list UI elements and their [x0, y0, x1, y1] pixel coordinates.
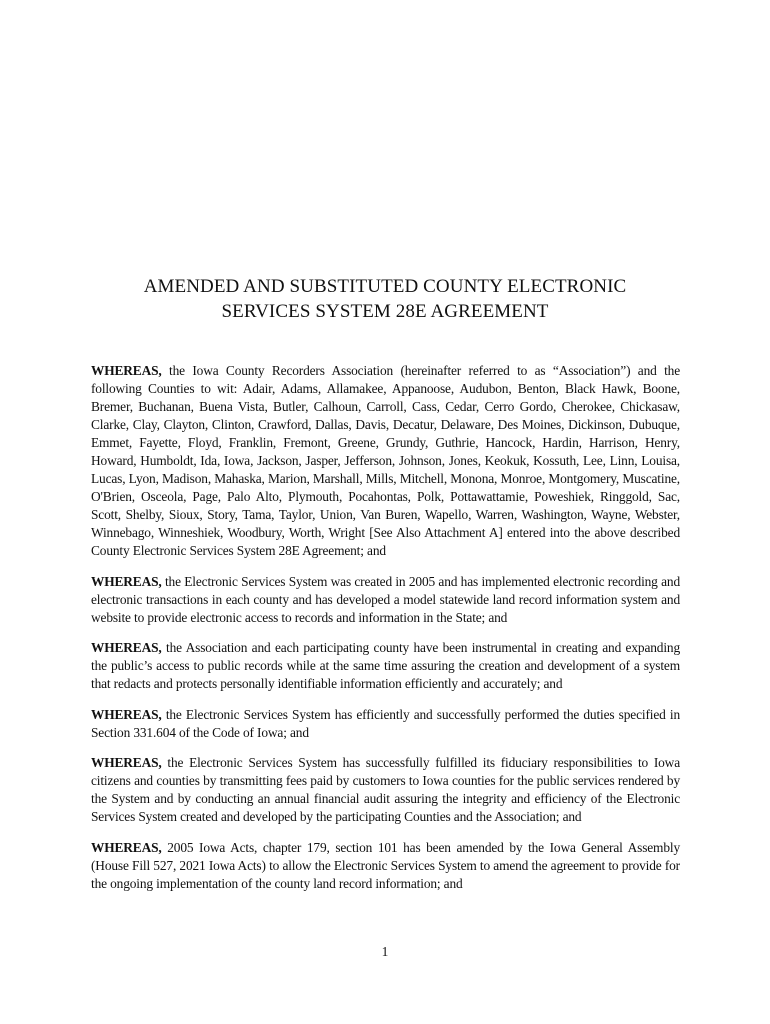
whereas-paragraph-4	[91, 706, 680, 742]
paragraph-text: the Electronic Services System has successfully fulfilled its fiduciary responsibilities to Iowa citizens and counties by transmitting fees paid by customers to Iowa counties for the public services rendered by the System and by conducting an annual financial audit assuring the integrity and efficiency of the Electronic Services System created and developed by the participating Counties and the Association; and	[91, 755, 680, 824]
page-number: 1	[381, 944, 389, 959]
document-title	[60, 274, 710, 324]
paragraph-text: the Electronic Services System has efficiently and successfully performed the duties specified in Section 331.604 of the Code of Iowa; and	[91, 706, 680, 740]
document-body	[91, 362, 680, 905]
title-line-2: SERVICES SYSTEM 28E AGREEMENT	[221, 301, 549, 322]
paragraph-lead: WHEREAS,	[91, 640, 162, 655]
paragraph-text: the Iowa County Recorders Association (hereinafter referred to as “Association”) and the following Counties to wit: Adair, Adams, Allamakee, Appanoose, Audubon, Benton, Black Hawk, Boone, Bremer, Buchanan, Buena Vista, Butler, Calhoun, Carroll, Cass, Cedar, Cerro Gordo, Cherokee, Chickasaw, Clarke, Clay, Clayton, Clinton, Crawford, Dallas, Davis, Decatur, Delaware, Des Moines, Dickinson, Dubuque, Emmet, Fayette, Floyd, Franklin, Fremont, Greene, Grundy, Guthrie, Hancock, Hardin, Harrison, Henry, Howard, Humboldt, Ida, Iowa, Jackson, Jasper, Jefferson, Johnson, Jones, Keokuk, Kossuth, Lee, Linn, Louisa, Lucas, Lyon, Madison, Mahaska, Marion, Marshall, Mills, Mitchell, Monona, Monroe, Montgomery, Muscatine, O'Brien, Osceola, Page, Palo Alto, Plymouth, Pocahontas, Polk, Pottawattamie, Poweshiek, Ringgold, Sac, Scott, Shelby, Sioux, Story, Tama, Taylor, Union, Van Buren, Wapello, Warren, Washington, Wayne, Webster, Winnebago, Winneshiek, Woodbury, Worth, Wright [See Also Attachment A] entered into the above described County Electronic Services System 28E Agreement; and	[91, 363, 680, 558]
paragraph-lead: WHEREAS,	[91, 839, 162, 855]
paragraph-lead: WHEREAS,	[91, 706, 162, 722]
paragraph-lead: WHEREAS,	[91, 363, 162, 378]
paragraph-lead: WHEREAS,	[91, 755, 162, 770]
paragraph-text: 2005 Iowa Acts, chapter 179, section 101 has been amended by the Iowa General Assembly (House Fill 527, 2021 Iowa Acts) to allow the Electronic Services System to amend the agreement to provide for the ongoing implementation of the county land record information; and	[91, 839, 680, 891]
whereas-paragraph-6	[91, 839, 680, 893]
paragraph-text: the Association and each participating county have been instrumental in creating and expanding the public’s access to public records while at the same time assuring the creation and development of a system that redacts and protects personally identifiable information efficiently and accurately; and	[91, 640, 680, 691]
title-line-1: AMENDED AND SUBSTITUTED COUNTY ELECTRONIC	[143, 276, 627, 297]
whereas-paragraph-5	[91, 754, 680, 826]
paragraph-lead: WHEREAS,	[91, 573, 162, 589]
paragraph-text: the Electronic Services System was created in 2005 and has implemented electronic recording and electronic transactions in each county and has developed a model statewide land record information system and website to provide electronic access to records and information in the State; and	[91, 573, 680, 625]
whereas-paragraph-3	[91, 639, 680, 693]
whereas-paragraph-1	[91, 362, 680, 560]
whereas-paragraph-2	[91, 573, 680, 627]
